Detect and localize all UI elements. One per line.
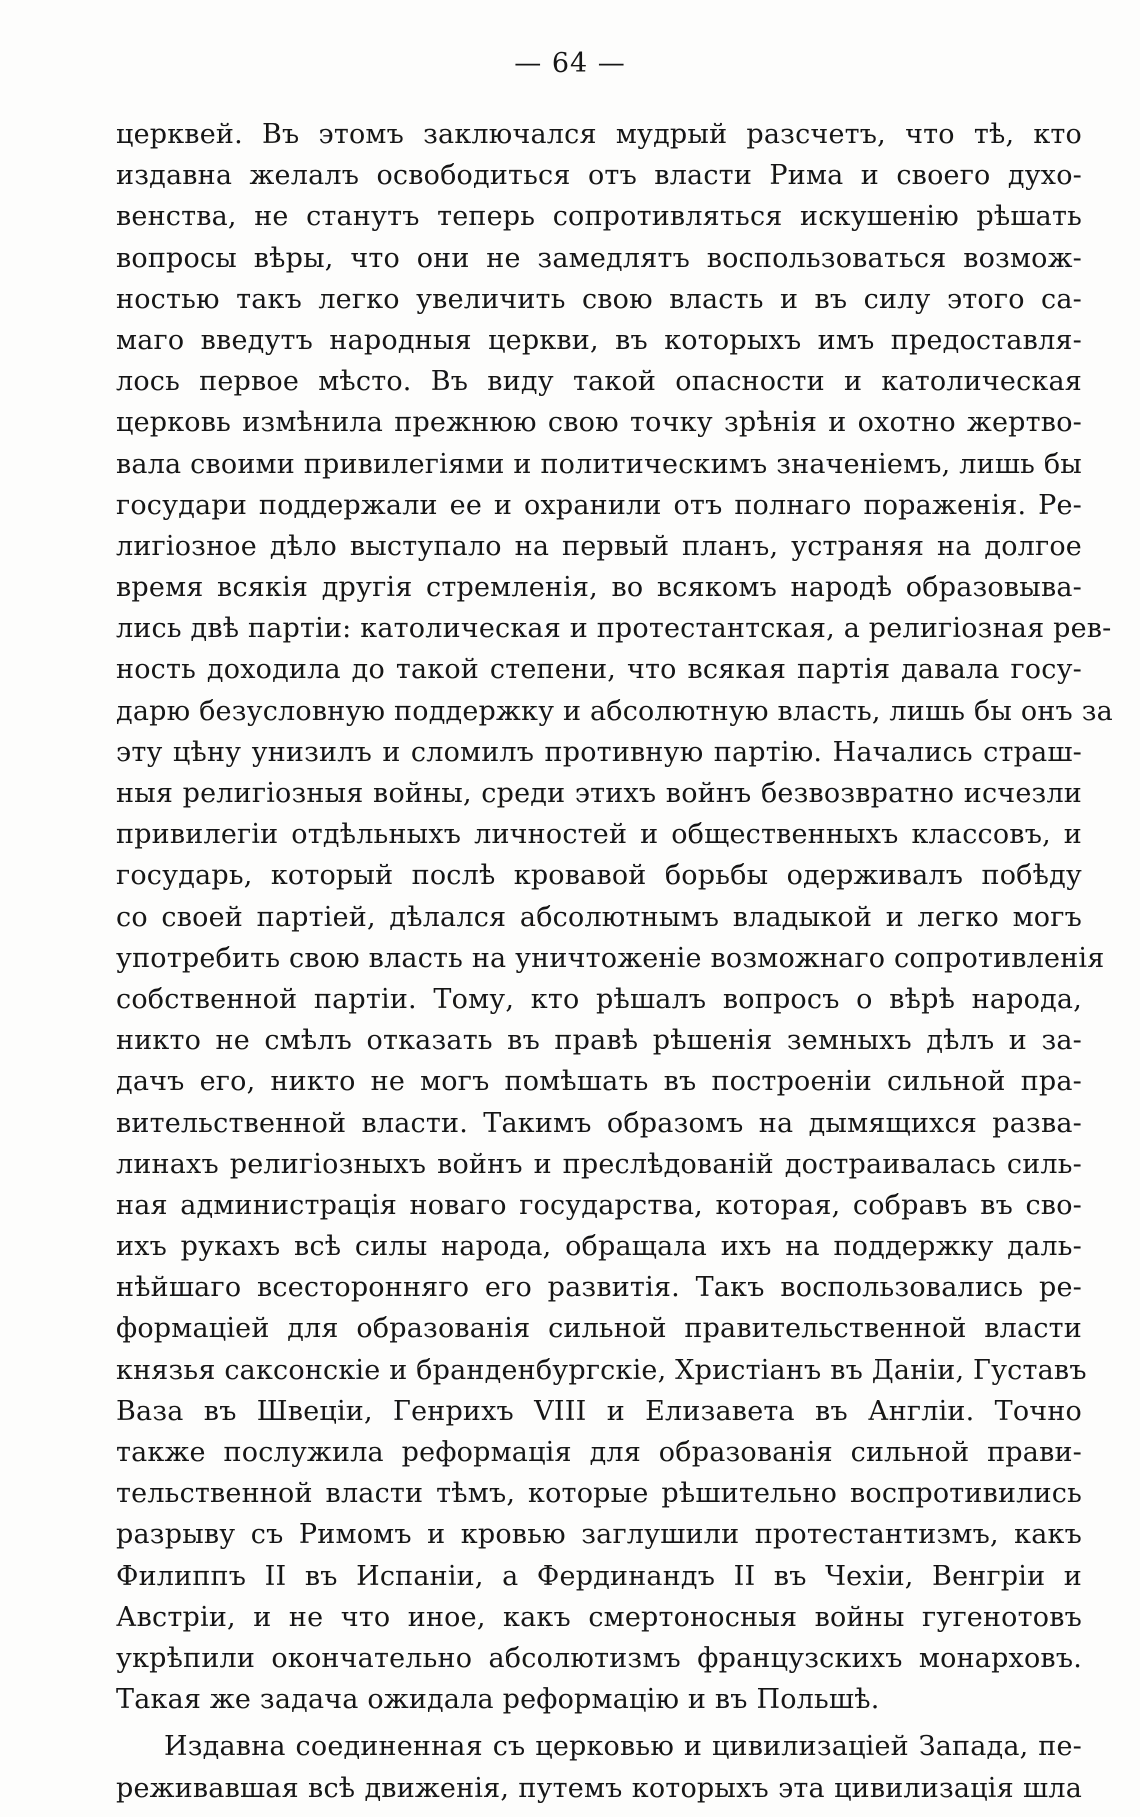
text-line: Издавна соединенная съ церковью и цивилизаціей Запада, пе- [164, 1731, 1082, 1763]
text-line: ность доходила до такой степени, что всякая партія давала госу- [116, 654, 1082, 686]
text-line: лось первое мѣсто. Въ виду такой опасности и католическая [116, 366, 1082, 398]
text-line: Филиппъ II въ Испаніи, а Фердинандъ II въ Чехіи, Венгріи и [116, 1560, 1082, 1592]
text-line: церковь измѣнила прежнюю свою точку зрѣнія и охотно жертво- [116, 407, 1082, 439]
text-line: маго введутъ народныя церкви, въ которыхъ имъ предоставля- [116, 324, 1082, 356]
text-line: укрѣпили окончательно абсолютизмъ французскихъ монарховъ. [116, 1642, 1082, 1674]
text-line: издавна желалъ освободиться отъ власти Рима и своего духо- [116, 160, 1082, 192]
text-line: венства, не станутъ теперь сопротивляться искушенію рѣшать [116, 201, 1082, 233]
text-line: формаціей для образованія сильной правительственной власти [116, 1313, 1082, 1345]
text-line: тельственной власти тѣмъ, которые рѣшительно воспротивились [116, 1478, 1082, 1510]
text-line: употребить свою власть на уничтоженіе возможнаго сопротивленія [116, 942, 1105, 974]
page-number: — 64 — [514, 48, 626, 79]
text-line: Такая же задача ожидала реформацію и въ Польшѣ. [116, 1684, 880, 1716]
text-line: привилегіи отдѣльныхъ личностей и общественныхъ классовъ, и [116, 819, 1082, 851]
text-line: никто не смѣлъ отказать въ правѣ рѣшенія земныхъ дѣлъ и за- [116, 1025, 1082, 1057]
text-line: Австріи, и не что иное, какъ смертоносныя войны гугенотовъ [116, 1601, 1082, 1633]
text-line: линахъ религіозныхъ войнъ и преслѣдованій достраивалась силь- [116, 1148, 1082, 1180]
text-line: также послужила реформація для образованія сильной прави- [116, 1437, 1082, 1468]
text-line: князья саксонскіе и бранденбургскіе, Христіанъ въ Даніи, Густавъ [116, 1354, 1087, 1386]
text-line: со своей партіей, дѣлался абсолютнымъ владыкой и легко могъ [116, 901, 1082, 933]
text-line: эту цѣну унизилъ и сломилъ противную партію. Начались страш- [116, 736, 1082, 768]
text-line: собственной партіи. Тому, кто рѣшалъ вопросъ о вѣрѣ народа, [116, 983, 1082, 1015]
text-line: дарю безусловную поддержку и абсолютную власть, лишь бы онъ за [116, 695, 1113, 727]
text-line: ныя религіозныя войны, среди этихъ войнъ безвозвратно исчезли [116, 778, 1082, 809]
paragraph-2 [116, 1726, 1082, 1808]
text-line: время всякія другія стремленія, во всякомъ народѣ образовыва- [116, 572, 1082, 604]
text-line: ная администрація новаго государства, которая, собравъ въ сво- [116, 1189, 1082, 1221]
text-line: лигіозное дѣло выступало на первый планъ, устраняя на долгое [116, 530, 1082, 562]
text-line: вала своими привилегіями и политическимъ значеніемъ, лишь бы [116, 448, 1082, 480]
text-line: вительственной власти. Такимъ образомъ на дымящихся разва- [116, 1107, 1082, 1139]
text-line: вопросы вѣры, что они не замедлятъ воспользоваться возмож- [116, 242, 1082, 274]
text-line: нѣйшаго всесторонняго его развитія. Такъ воспользовались ре- [116, 1272, 1082, 1304]
text-line: государь, который послѣ кровавой борьбы одерживалъ побѣду [116, 860, 1082, 892]
text-line: государи поддержали ее и охранили отъ полнаго пораженія. Ре- [116, 489, 1082, 521]
text-line: лись двѣ партіи: католическая и протестантская, а религіозная рев- [116, 613, 1112, 645]
body-text [116, 114, 1113, 1809]
text-line: ностью такъ легко увеличить свою власть и въ силу этого са- [116, 283, 1082, 315]
text-line: разрыву съ Римомъ и кровью заглушили протестантизмъ, какъ [116, 1519, 1082, 1551]
text-line: церквей. Въ этомъ заключался мудрый разсчетъ, что тѣ, кто [116, 119, 1082, 150]
text-line: Ваза въ Швеціи, Генрихъ VIII и Елизавета въ Англіи. Точно [116, 1395, 1082, 1427]
text-line: дачъ его, никто не могъ помѣшать въ построеніи сильной пра- [116, 1066, 1082, 1098]
text-line: реживавшая всѣ движенія, путемъ которыхъ эта цивилизація шла [116, 1772, 1082, 1804]
text-line: ихъ рукахъ всѣ силы народа, обращала ихъ на поддержку даль- [116, 1231, 1082, 1263]
paragraph-1 [116, 114, 1113, 1720]
